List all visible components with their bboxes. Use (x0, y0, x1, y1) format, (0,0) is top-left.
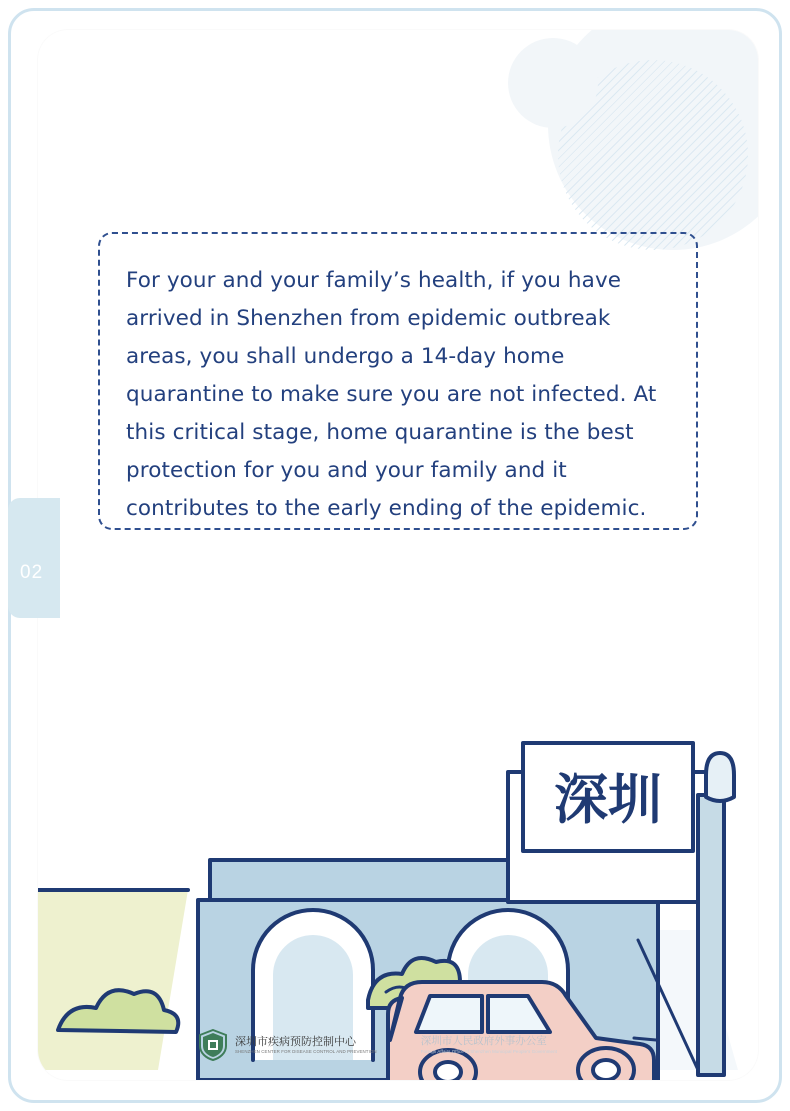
footer-logos (198, 1022, 718, 1068)
illustration (38, 600, 758, 1080)
page-number-tab (8, 498, 60, 618)
shenzhen-cdc-logo (198, 1029, 377, 1061)
logo-label-cn: 深圳市疾病预防控制中心 (235, 1035, 356, 1048)
decorative-arc (508, 38, 598, 128)
body-text: For your and your family’s health, if you have arrived in Shenzhen from epidemic outbreak areas, you shall undergo a 14-day home quarantine to make sure you are not infected. At this critical stage, home quarantine is the best protection for you and your family and it contributes to the early ending of the epidemic. (126, 268, 657, 521)
svg-text:深圳: 深圳 (554, 768, 662, 831)
logo-label-cn: 深圳市人民政府外事办公室 (420, 1035, 547, 1047)
shenzhen-foreign-affairs-office-logo (421, 1035, 557, 1055)
cdc-shield-icon (198, 1029, 228, 1061)
logo-label-en: SHENZHEN CENTER FOR DISEASE CONTROL AND PREVENTION (235, 1049, 377, 1054)
body-text-box (98, 232, 698, 530)
content-card (38, 30, 758, 1080)
page-number: 02 (20, 562, 44, 583)
logo-label-en: Foreign Affairs Office of Shenzhen Municipal People’s Government (420, 1049, 557, 1054)
